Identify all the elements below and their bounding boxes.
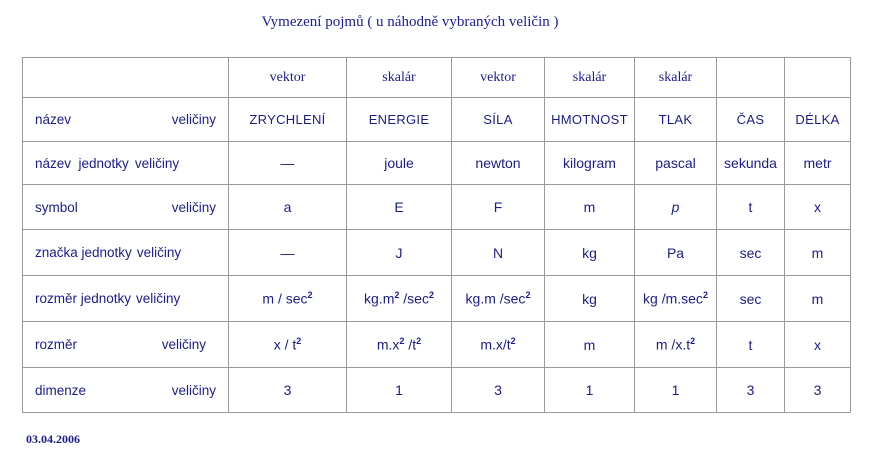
table-cell: 3: [229, 368, 347, 413]
table-cell: metr: [785, 142, 851, 185]
row-label-a: název jednotky: [35, 155, 129, 171]
row-label: [23, 98, 229, 142]
table-cell: t: [717, 322, 785, 368]
row-label-b: veličiny: [171, 112, 216, 127]
table-cell: kg.m $/\sec^2$: [452, 276, 545, 322]
row-label-a: dimenze: [35, 382, 87, 398]
table-row: [23, 142, 851, 185]
page-title: Vymezení pojmů ( u náhodně vybraných veličin ): [261, 14, 559, 30]
table-cell: sekunda: [717, 142, 785, 185]
header-cell: skalár: [635, 58, 717, 98]
table-header-row: [23, 58, 851, 98]
table-cell: m: [785, 276, 851, 322]
row-label-a: rozměr: [35, 337, 78, 352]
table-cell: 1: [347, 368, 452, 413]
table-cell: 1: [635, 368, 717, 413]
row-label: [23, 322, 229, 368]
table-cell: kg: [545, 230, 635, 276]
table-cell: ČAS: [717, 98, 785, 142]
table-cell: F: [452, 185, 545, 230]
header-cell: vektor: [452, 58, 545, 98]
table-cell: $kg.m^2$ $/\sec^2$: [347, 276, 452, 322]
table-row: [23, 230, 851, 276]
row-label-b: veličiny: [136, 245, 182, 260]
quantities-table: [22, 57, 851, 413]
row-label-b: veličiny: [171, 199, 216, 215]
row-label: [23, 185, 229, 230]
table-cell: kg: [545, 276, 635, 322]
table-cell: x: [785, 322, 851, 368]
table-cell: —: [229, 230, 347, 276]
table-cell: ZRYCHLENÍ: [229, 98, 347, 142]
table-cell: SÍLA: [452, 98, 545, 142]
table-cell: m: [545, 322, 635, 368]
table-row: [23, 185, 851, 230]
row-label-a: název: [35, 112, 72, 127]
table-cell: joule: [347, 142, 452, 185]
row-label-b: veličiny: [161, 337, 206, 352]
row-label: [23, 142, 229, 185]
table-cell: $m.x^2$ $/t^2$: [347, 322, 452, 368]
table-cell: pascal: [635, 142, 717, 185]
table-cell: x / $t^2$: [229, 322, 347, 368]
document-date: 03.04.2006: [26, 432, 80, 446]
table-cell: —: [229, 142, 347, 185]
table-cell: ENERGIE: [347, 98, 452, 142]
table-cell: a: [229, 185, 347, 230]
table-cell: sec: [717, 276, 785, 322]
row-label: [23, 276, 229, 322]
table-cell: J: [347, 230, 452, 276]
table-cell: x: [785, 185, 851, 230]
table-cell: Pa: [635, 230, 717, 276]
table-row: [23, 98, 851, 142]
header-cell: [717, 58, 785, 98]
table-cell: 3: [452, 368, 545, 413]
table-cell: m: [545, 185, 635, 230]
table-cell: N: [452, 230, 545, 276]
header-cell: vektor: [229, 58, 347, 98]
table-cell: 1: [545, 368, 635, 413]
table-cell: kg $/m.\sec^2$: [635, 276, 717, 322]
table-cell: sec: [717, 230, 785, 276]
table-cell: 3: [717, 368, 785, 413]
table-row: [23, 322, 851, 368]
header-cell: skalár: [545, 58, 635, 98]
row-label: [23, 230, 229, 276]
table-cell: t: [717, 185, 785, 230]
table-cell: p: [635, 185, 717, 230]
header-cell: skalár: [347, 58, 452, 98]
row-label: [23, 368, 229, 413]
table-cell: DÉLKA: [785, 98, 851, 142]
row-label-a: značka jednotky: [35, 245, 132, 260]
header-cell: [785, 58, 851, 98]
table-cell: newton: [452, 142, 545, 185]
table-cell: HMOTNOST: [545, 98, 635, 142]
table-row: [23, 368, 851, 413]
table-cell: m / $\sec^2$: [229, 276, 347, 322]
row-label-b: veličiny: [171, 382, 216, 398]
table-row: [23, 276, 851, 322]
table-cell: E: [347, 185, 452, 230]
row-label-a: symbol: [35, 199, 78, 215]
table-cell: m $/x.t^2$: [635, 322, 717, 368]
table-cell: $m.x/t^2$: [452, 322, 545, 368]
row-label-a: rozměr jednotky: [35, 291, 132, 306]
header-corner-cell: [23, 58, 229, 98]
table-cell: TLAK: [635, 98, 717, 142]
row-label-b: veličiny: [134, 155, 180, 171]
row-label-b: veličiny: [136, 291, 181, 306]
table-cell: kilogram: [545, 142, 635, 185]
table-cell: 3: [785, 368, 851, 413]
table-cell: m: [785, 230, 851, 276]
